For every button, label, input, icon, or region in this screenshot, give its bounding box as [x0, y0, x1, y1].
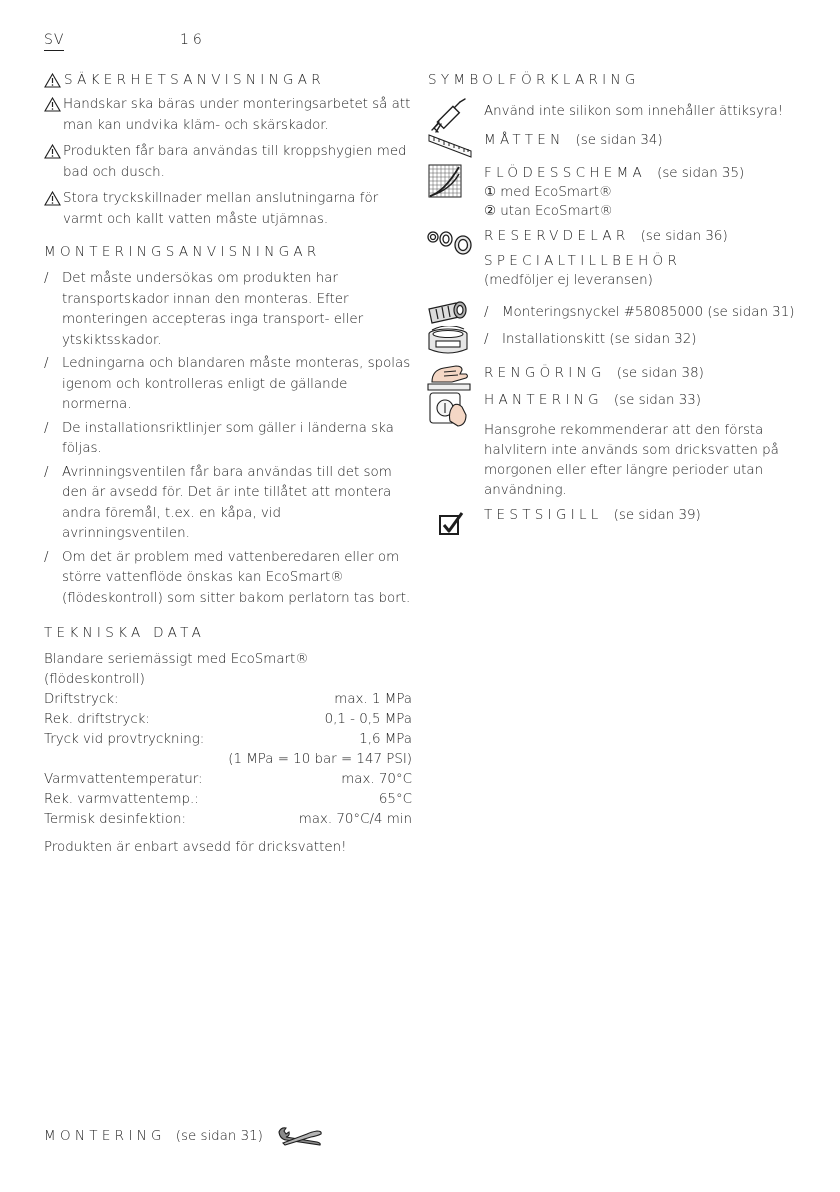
safety-item-text: Stora tryckskillnader mellan anslutningarna för varmt och kallt vatten måste utjämnas. [63, 191, 379, 227]
tech-value: max. 70°C [341, 772, 412, 787]
tech-title: TEKNISKA DATA [44, 625, 206, 641]
symbol-dimensions [428, 131, 828, 150]
handling-ref: (se sidan 33) [613, 393, 701, 408]
symbol-test-seal [428, 506, 828, 525]
symbol-cleaning [428, 364, 828, 383]
safety-item [44, 94, 412, 136]
tech-label: Varmvattentemperatur: [44, 772, 203, 787]
mounting-item [44, 548, 412, 610]
spare-title: RESERVDELAR [484, 228, 630, 244]
test-heading [484, 506, 828, 525]
silicone-gun-icon [428, 98, 468, 134]
dimensions-ref: (se sidan 34) [575, 133, 663, 148]
footer-title: MONTERING [44, 1128, 166, 1144]
mounting-item [44, 419, 412, 460]
checkbox-icon [438, 512, 464, 538]
tech-row [44, 690, 412, 710]
tech-row [44, 790, 412, 810]
test-title: TESTSIGILL [484, 507, 603, 523]
cleaning-heading [484, 364, 828, 383]
symbols-title: SYMBOLFÖRKLARING [428, 72, 640, 88]
safety-item [44, 141, 412, 183]
mounting-item-text: Om det är problem med vattenberedaren eller om större vattenflöde önskas kan EcoSmart® (flödeskontroll) som sitter bakom perlatorn tas bort. [62, 549, 411, 606]
tech-row [44, 710, 412, 730]
accessory-item [484, 303, 828, 324]
cleaning-ref: (se sidan 38) [616, 366, 704, 381]
symbol-spare-parts [428, 227, 828, 246]
tech-label: Driftstryck: [44, 692, 119, 707]
page-number: 16 [180, 32, 206, 48]
tech-note: (1 MPa = 10 bar = 147 PSI) [228, 752, 412, 767]
mounting-item-text: De installationsriktlinjer som gäller i länderna ska följas. [62, 420, 394, 456]
safety-item [44, 188, 412, 230]
accessory-text: Installationskitt (se sidan 32) [502, 331, 697, 347]
bullet: / [44, 356, 49, 371]
installation-kit-icon [426, 326, 470, 356]
mounting-item-text: Avrinningsventilen får bara användas till det som den är avsedd för. Det är inte tillåtet att montera andra föremål, t.ex. en kåpa, vid avrinningsventilen. [62, 464, 392, 541]
dimensions-title: MÅTTEN [484, 132, 565, 148]
cleaning-hand-icon [426, 362, 472, 392]
footer-mounting [44, 1126, 323, 1146]
bullet: / [44, 271, 49, 286]
symbol-handling [428, 391, 828, 501]
mounting-item [44, 463, 412, 545]
ruler-icon [428, 131, 472, 159]
test-ref: (se sidan 39) [613, 508, 701, 523]
accessory-item [484, 330, 828, 351]
tech-intro: Blandare seriemässigt med EcoSmart® (flödeskontroll) [44, 652, 309, 687]
symbol-special-accessories [428, 252, 828, 291]
special-heading [484, 252, 828, 271]
footer-ref: (se sidan 31) [175, 1128, 263, 1144]
accessory-wrench [428, 303, 828, 324]
tech-row [44, 730, 412, 750]
handling-icon [428, 391, 468, 427]
handling-heading [484, 391, 828, 410]
safety-heading [44, 72, 412, 88]
tools-icon [277, 1126, 323, 1146]
flow-ref: (se sidan 35) [657, 166, 745, 181]
mounting-item [44, 269, 412, 351]
tech-value: max. 1 MPa [334, 692, 412, 707]
accessory-kit [428, 330, 828, 351]
bullet: / [44, 464, 49, 480]
dimensions-heading [484, 131, 828, 150]
flow-chart-icon [428, 164, 462, 198]
safety-title: SÄKERHETSANVISNINGAR [64, 72, 325, 88]
handling-title: HANTERING [484, 392, 603, 408]
warning-icon [44, 191, 61, 206]
spare-ref: (se sidan 36) [640, 229, 728, 244]
tech-final-note: Produkten är enbart avsedd för dricksvatten! [44, 840, 347, 855]
mounting-item-text: Det måste undersökas om produkten har transportskador innan den monteras. Efter monteringen accepteras inga transport- eller ytskiktsskador. [62, 271, 364, 348]
tech-value: 0,1 - 0,5 MPa [324, 712, 412, 727]
warning-icon [44, 73, 61, 88]
bullet: / [44, 549, 49, 565]
language-code: SV [44, 32, 65, 48]
symbol-silicone [428, 102, 828, 122]
tech-label: Termisk desinfektion: [44, 812, 186, 827]
mounting-item [44, 354, 412, 416]
flow-title: FLÖDESSCHEMA [484, 165, 647, 181]
left-column [44, 72, 412, 858]
spare-heading [484, 227, 828, 246]
symbol-flow [428, 164, 828, 221]
special-subtitle: (medföljer ej leveransen) [484, 273, 653, 288]
tech-value: max. 70°C/4 min [298, 812, 412, 827]
mounting-item-text: Ledningarna och blandaren måste monteras, spolas igenom och kontrolleras enligt de gällande normerna. [62, 356, 411, 412]
safety-item-text: Handskar ska bäras under monteringsarbetet så att man kan undvika kläm- och skärskador. [63, 97, 411, 133]
tech-value: 65°C [378, 792, 412, 807]
bullet: / [44, 420, 49, 436]
silicone-text: Använd inte silikon som innehåller ättiksyra! [484, 104, 784, 119]
tech-label: Tryck vid provtryckning: [44, 732, 205, 747]
handling-text: Hansgrohe rekommenderar att den första halvlitern inte används som dricksvatten på morgonen eller efter längre perioder utan användning. [484, 423, 779, 498]
accessory-text: Monteringsnyckel #58085000 (se sidan 31) [502, 305, 795, 320]
flow-option-1: ① med EcoSmart® [484, 185, 613, 200]
warning-icon [44, 144, 61, 159]
tech-label: Rek. varmvattentemp.: [44, 792, 199, 807]
mounting-key-icon [426, 297, 472, 329]
tech-row [44, 810, 412, 830]
tech-value: 1,6 MPa [359, 732, 412, 747]
flow-heading [484, 164, 828, 183]
right-column [428, 72, 828, 525]
tech-row [44, 770, 412, 790]
bullet: / [484, 331, 489, 347]
cleaning-title: RENGÖRING [484, 365, 606, 381]
safety-item-text: Produkten får bara användas till kroppshygien med bad och dusch. [63, 144, 407, 180]
mounting-title: MONTERINGSANVISNINGAR [44, 244, 321, 260]
bullet: / [484, 305, 489, 320]
warning-icon [44, 97, 61, 112]
special-title: SPECIALTILLBEHÖR [484, 253, 682, 269]
tech-label: Rek. driftstryck: [44, 712, 150, 727]
flow-option-2: ② utan EcoSmart® [484, 204, 613, 219]
